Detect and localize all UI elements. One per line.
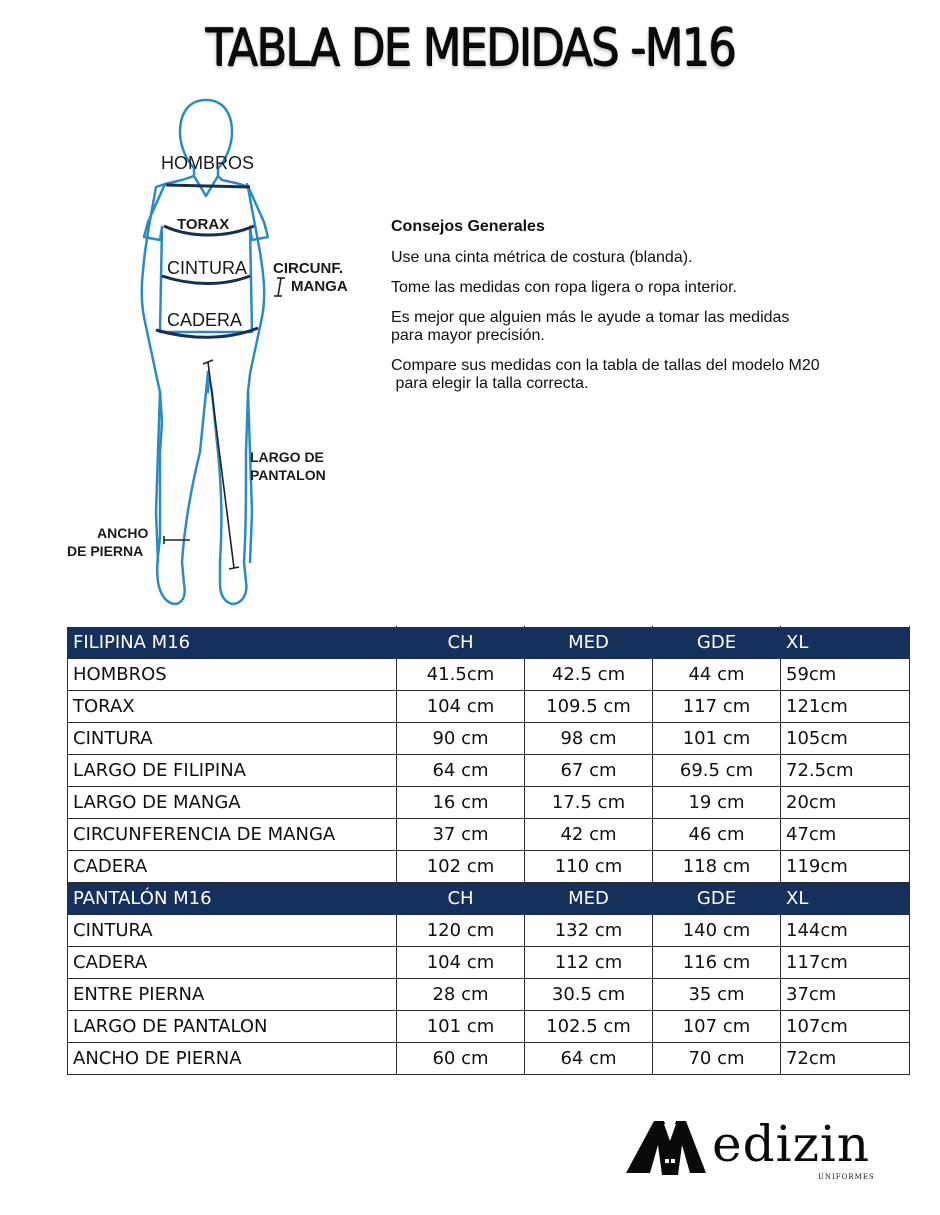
tip-item: Es mejor que alguien más le ayude a tomar las medidas [391,309,790,326]
table-cell: 104 cm [397,947,525,979]
table-cell: 117 cm [653,691,781,723]
jacket-logo-icon [620,1115,720,1185]
table-cell: CADERA [68,851,397,883]
label-circunf-line2: MANGA [291,278,348,295]
page-title: TABLA DE MEDIDAS -M16 [205,18,735,78]
table-cell: HOMBROS [68,659,397,691]
table-cell: 98 cm [525,723,653,755]
table-cell: 132 cm [525,915,653,947]
table-cell: CINTURA [68,915,397,947]
table-cell: 19 cm [653,787,781,819]
table-cell: 60 cm [397,1043,525,1075]
table-row [68,691,910,723]
label-ancho-line2: DE PIERNA [67,543,144,559]
table-cell: 28 cm [397,979,525,1011]
table-cell: 35 cm [653,979,781,1011]
table-row [68,819,910,851]
table-cell: 20cm [781,787,910,819]
table-cell: 107cm [781,1011,910,1043]
table-cell: 110 cm [525,851,653,883]
table-cell: 46 cm [653,819,781,851]
header-cell: PANTALÓN M16 [68,883,397,915]
header-cell: MED [525,883,653,915]
table-row [68,979,910,1011]
table-cell: LARGO DE FILIPINA [68,755,397,787]
tips-title: Consejos Generales [391,218,545,235]
table-cell: LARGO DE MANGA [68,787,397,819]
table-cell: 16 cm [397,787,525,819]
table-cell: CIRCUNFERENCIA DE MANGA [68,819,397,851]
table-cell: 144cm [781,915,910,947]
header-cell: CH [397,883,525,915]
table-cell: 64 cm [397,755,525,787]
table-cell: 105cm [781,723,910,755]
table-row [68,755,910,787]
header-cell: FILIPINA M16 [68,627,397,659]
table-cell: 44 cm [653,659,781,691]
table-cell: ANCHO DE PIERNA [68,1043,397,1075]
table-cell: 121cm [781,691,910,723]
table-cell: 37cm [781,979,910,1011]
table-cell: 102.5 cm [525,1011,653,1043]
table-cell: 42.5 cm [525,659,653,691]
table-cell: 118 cm [653,851,781,883]
table-cell: 59cm [781,659,910,691]
table-cell: 107 cm [653,1011,781,1043]
table-row [68,1043,910,1075]
label-largo-line1: LARGO DE [250,449,324,465]
label-cintura: CINTURA [167,258,247,278]
table-cell: 112 cm [525,947,653,979]
brand-logo [620,1115,890,1185]
table-cell: 30.5 cm [525,979,653,1011]
table-cell: 101 cm [653,723,781,755]
tip-item: para elegir la talla correcta. [391,375,589,392]
table-row [68,723,910,755]
table-header-pantalon [68,883,910,915]
table-cell: 17.5 cm [525,787,653,819]
size-table [67,626,910,1075]
tip-item: Compare sus medidas con la tabla de tallas del modelo M20 [391,357,820,374]
label-torax: TORAX [177,216,230,233]
table-cell: 72cm [781,1043,910,1075]
header-cell: CH [397,627,525,659]
table-row [68,659,910,691]
label-largo-line2: PANTALON [250,467,326,483]
table-cell: LARGO DE PANTALON [68,1011,397,1043]
table-cell: 37 cm [397,819,525,851]
label-cadera: CADERA [167,310,243,330]
table-row [68,915,910,947]
table-cell: 119cm [781,851,910,883]
table-cell: 116 cm [653,947,781,979]
table-cell: 140 cm [653,915,781,947]
header-cell: XL [781,627,910,659]
table-row [68,851,910,883]
tips-section [391,218,891,405]
table-cell: 72.5cm [781,755,910,787]
table-cell: CADERA [68,947,397,979]
table-cell: 47cm [781,819,910,851]
table-row [68,947,910,979]
table-cell: ENTRE PIERNA [68,979,397,1011]
header-cell: MED [525,627,653,659]
table-cell: 69.5 cm [653,755,781,787]
header-cell: GDE [653,627,781,659]
header-cell: XL [781,883,910,915]
brand-name: edizin [712,1115,871,1173]
table-header-filipina [68,627,910,659]
label-hombros: HOMBROS [161,153,255,173]
table-row [68,1011,910,1043]
table-cell: 41.5cm [397,659,525,691]
table-cell: 90 cm [397,723,525,755]
table-cell: CINTURA [68,723,397,755]
table-cell: 70 cm [653,1043,781,1075]
body-measurement-figure [60,92,360,612]
label-ancho-line1: ANCHO [97,525,149,541]
table-cell: 117cm [781,947,910,979]
table-cell: TORAX [68,691,397,723]
header-cell: GDE [653,883,781,915]
label-circunf-line1: CIRCUNF. [273,260,343,277]
table-cell: 67 cm [525,755,653,787]
table-cell: 42 cm [525,819,653,851]
table-cell: 64 cm [525,1043,653,1075]
table-cell: 104 cm [397,691,525,723]
table-cell: 120 cm [397,915,525,947]
table-cell: 102 cm [397,851,525,883]
brand-subtitle: UNIFORMES [818,1173,875,1181]
tip-item: Use una cinta métrica de costura (blanda). [391,249,693,266]
tip-item: Tome las medidas con ropa ligera o ropa interior. [391,279,737,296]
tip-item: para mayor precisión. [391,327,545,344]
table-cell: 101 cm [397,1011,525,1043]
table-cell: 109.5 cm [525,691,653,723]
table-row [68,787,910,819]
